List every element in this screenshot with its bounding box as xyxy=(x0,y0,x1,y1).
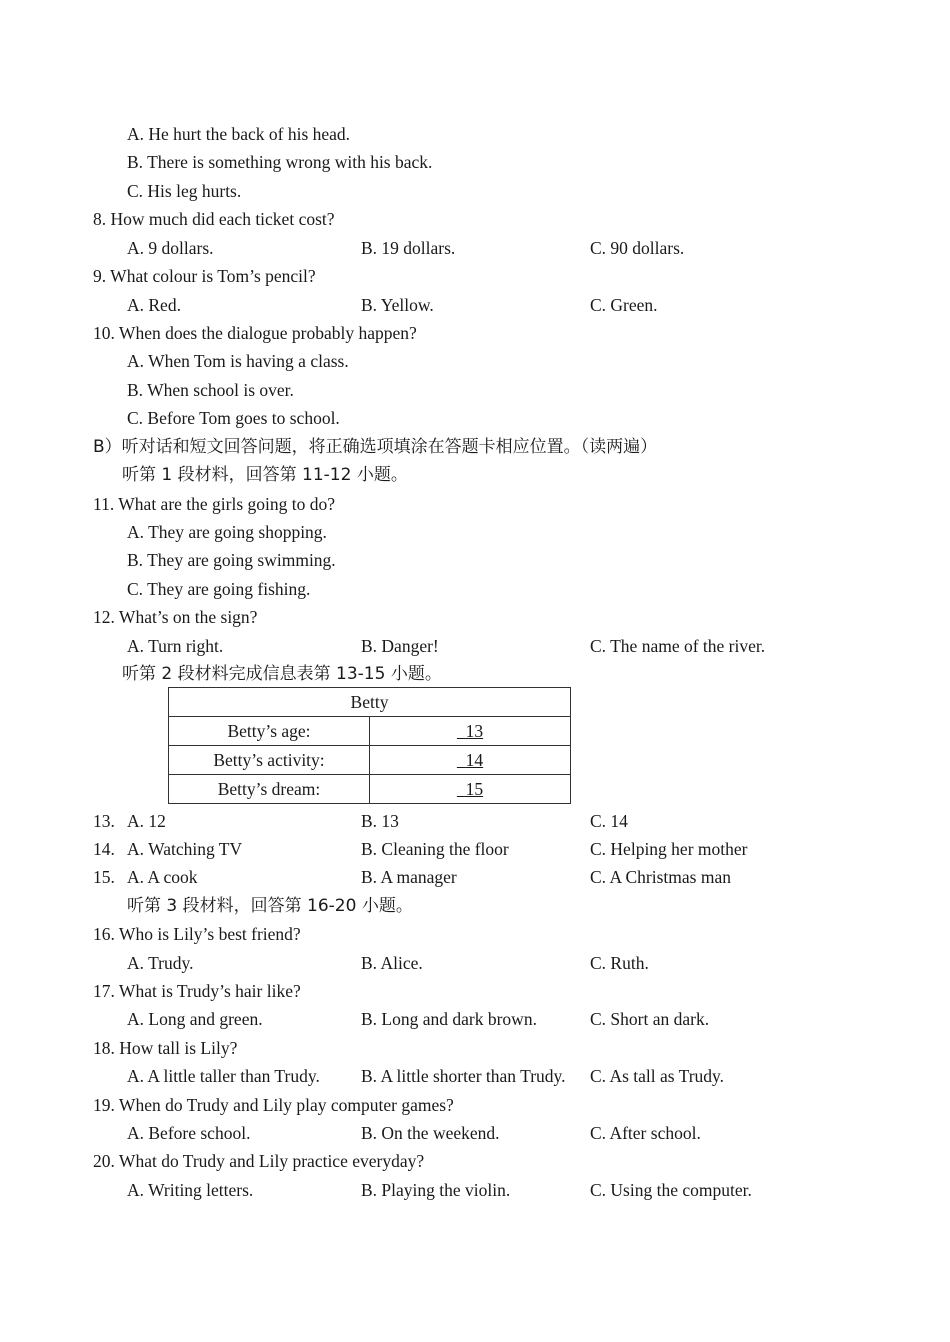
table-row xyxy=(169,775,571,804)
q18-option-a: A. A little taller than Trudy. xyxy=(127,1066,320,1086)
q19-option-c: C. After school. xyxy=(590,1123,701,1143)
q17-option-a: A. Long and green. xyxy=(127,1009,263,1029)
table-row xyxy=(169,717,571,746)
q18-question: 18. How tall is Lily? xyxy=(93,1038,238,1058)
q19-option-a: A. Before school. xyxy=(127,1123,251,1143)
q20-option-b: B. Playing the violin. xyxy=(361,1180,511,1200)
q9-option-a: A. Red. xyxy=(127,295,181,315)
q13-number: 13. xyxy=(93,811,115,831)
answer-blank xyxy=(370,717,571,746)
info-label: Betty’s activity: xyxy=(169,746,370,775)
answer-blank xyxy=(370,746,571,775)
section-b-part3: 听第 3 段材料，回答第 16-20 小题。 xyxy=(127,896,413,916)
q14-option-c: C. Helping her mother xyxy=(590,839,748,859)
q15-option-b: B. A manager xyxy=(361,867,457,887)
q14-option-a: A. Watching TV xyxy=(127,839,243,859)
q11-option-a: A. They are going shopping. xyxy=(127,522,327,542)
blank-number: 15 xyxy=(465,778,484,799)
answer-blank xyxy=(370,775,571,804)
q12-option-c: C. The name of the river. xyxy=(590,636,766,656)
q11-option-c: C. They are going fishing. xyxy=(127,579,311,599)
q13-option-b: B. 13 xyxy=(361,811,399,831)
q11-option-b: B. They are going swimming. xyxy=(127,550,336,570)
q18-option-c: C. As tall as Trudy. xyxy=(590,1066,725,1086)
q20-option-a: A. Writing letters. xyxy=(127,1180,254,1200)
q8-option-a: A. 9 dollars. xyxy=(127,238,214,258)
blank-number: 14 xyxy=(465,749,484,770)
q16-option-a: A. Trudy. xyxy=(127,953,194,973)
info-label: Betty’s age: xyxy=(169,717,370,746)
q11-question: 11. What are the girls going to do? xyxy=(93,494,336,514)
section-b-heading: B）听对话和短文回答问题，将正确选项填涂在答题卡相应位置。（读两遍） xyxy=(93,437,658,457)
q14-number: 14. xyxy=(93,839,115,859)
q12-option-b: B. Danger! xyxy=(361,636,439,656)
q9-option-c: C. Green. xyxy=(590,295,658,315)
table-row xyxy=(169,746,571,775)
q14-option-b: B. Cleaning the floor xyxy=(361,839,509,859)
q16-option-c: C. Ruth. xyxy=(590,953,649,973)
betty-info-table xyxy=(168,687,571,804)
info-table-title: Betty xyxy=(169,688,571,717)
section-b-part1: 听第 1 段材料，回答第 11-12 小题。 xyxy=(122,465,408,485)
q18-option-b: B. A little shorter than Trudy. xyxy=(361,1066,566,1086)
q19-question: 19. When do Trudy and Lily play computer games? xyxy=(93,1095,454,1115)
q17-question: 17. What is Trudy’s hair like? xyxy=(93,981,301,1001)
q15-number: 15. xyxy=(93,867,115,887)
q13-option-a: A. 12 xyxy=(127,811,166,831)
q10-option-c: C. Before Tom goes to school. xyxy=(127,408,340,428)
q8-option-c: C. 90 dollars. xyxy=(590,238,685,258)
q13-option-c: C. 14 xyxy=(590,811,628,831)
q8-option-b: B. 19 dollars. xyxy=(361,238,456,258)
q7-option-b: B. There is something wrong with his back. xyxy=(127,152,433,172)
q17-option-b: B. Long and dark brown. xyxy=(361,1009,537,1029)
q12-question: 12. What’s on the sign? xyxy=(93,607,258,627)
q9-question: 9. What colour is Tom’s pencil? xyxy=(93,266,316,286)
blank-number: 13 xyxy=(465,720,484,741)
q7-option-c: C. His leg hurts. xyxy=(127,181,242,201)
q12-option-a: A. Turn right. xyxy=(127,636,224,656)
info-label: Betty’s dream: xyxy=(169,775,370,804)
q9-option-b: B. Yellow. xyxy=(361,295,434,315)
q8-question: 8. How much did each ticket cost? xyxy=(93,209,335,229)
q15-option-c: C. A Christmas man xyxy=(590,867,731,887)
q20-question: 20. What do Trudy and Lily practice everyday? xyxy=(93,1151,425,1171)
section-b-part2: 听第 2 段材料完成信息表第 13-15 小题。 xyxy=(122,664,442,684)
q10-question: 10. When does the dialogue probably happen? xyxy=(93,323,417,343)
q20-option-c: C. Using the computer. xyxy=(590,1180,752,1200)
q7-option-a: A. He hurt the back of his head. xyxy=(127,124,351,144)
q10-option-a: A. When Tom is having a class. xyxy=(127,351,349,371)
q17-option-c: C. Short an dark. xyxy=(590,1009,710,1029)
q16-question: 16. Who is Lily’s best friend? xyxy=(93,924,301,944)
q19-option-b: B. On the weekend. xyxy=(361,1123,500,1143)
q15-option-a: A. A cook xyxy=(127,867,198,887)
q16-option-b: B. Alice. xyxy=(361,953,423,973)
q10-option-b: B. When school is over. xyxy=(127,380,294,400)
